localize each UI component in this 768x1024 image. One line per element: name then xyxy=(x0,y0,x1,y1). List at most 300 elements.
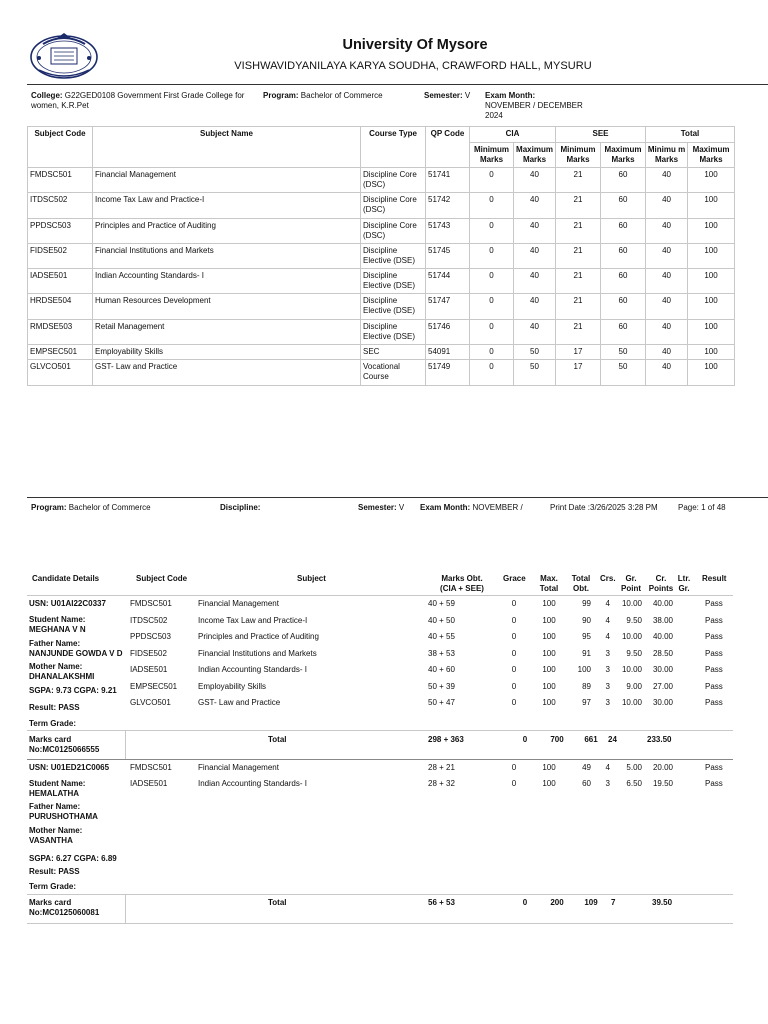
subject-name: Principles and Practice of Auditing xyxy=(93,218,361,243)
exam-month-value-line2: 2024 xyxy=(485,111,503,120)
course-type: SEC xyxy=(361,345,426,360)
row-marks: 50 + 39 xyxy=(428,682,455,691)
see-max: 60 xyxy=(601,193,646,218)
hdr-grace: Grace xyxy=(503,574,526,583)
col-see-max: Maximum Marks xyxy=(601,143,646,168)
row-subject-code: FMDSC501 xyxy=(130,763,172,772)
hdr-marks xyxy=(427,574,497,594)
row-grade-point: 6.50 xyxy=(626,779,642,788)
row-subject-name: Principles and Practice of Auditing xyxy=(198,632,319,641)
row-max: 100 xyxy=(542,632,556,641)
total-max: 100 xyxy=(688,243,735,268)
row-grade-point: 5.00 xyxy=(626,763,642,772)
qp-code: 51749 xyxy=(426,360,470,385)
row-marks: 40 + 55 xyxy=(428,632,455,641)
see-min: 21 xyxy=(556,319,601,344)
see-max: 60 xyxy=(601,319,646,344)
row-subject-name: GST- Law and Practice xyxy=(198,698,281,707)
col-qp-code: QP Code xyxy=(426,127,470,168)
see-max: 50 xyxy=(601,345,646,360)
see-min: 21 xyxy=(556,294,601,319)
col-cia-min: Minimum Marks xyxy=(470,143,514,168)
cia-min: 0 xyxy=(470,168,514,193)
subject-name: Financial Institutions and Markets xyxy=(93,243,361,268)
student-name: HEMALATHA xyxy=(29,789,80,798)
course-type: Discipline Core (DSC) xyxy=(361,218,426,243)
row-crs: 3 xyxy=(605,779,610,788)
row-subject-code: PPDSC503 xyxy=(130,632,171,641)
mother-name: VASANTHA xyxy=(29,836,73,845)
qp-code: 51743 xyxy=(426,218,470,243)
total-min: 40 xyxy=(646,360,688,385)
hdr-cr-l2: Points xyxy=(648,584,674,593)
p2-discipline-label: Discipline: xyxy=(220,503,261,512)
subject-name: Indian Accounting Standards- I xyxy=(93,269,361,294)
subjects-table xyxy=(27,126,735,386)
subject-name: GST- Law and Practice xyxy=(93,360,361,385)
row-total: 99 xyxy=(582,599,591,608)
university-address: VISHWAVIDYANILAYA KARYA SOUDHA, CRAWFORD HALL, MYSURU xyxy=(234,60,592,72)
totals-divider xyxy=(27,894,733,895)
table-row xyxy=(28,345,735,360)
total-obtained: 661 xyxy=(584,735,598,744)
total-grace: 0 xyxy=(522,898,528,907)
see-min: 17 xyxy=(556,360,601,385)
hdr-candidate: Candidate Details xyxy=(32,574,100,583)
row-credit-points: 30.00 xyxy=(652,698,673,707)
row-subject-code: IADSE501 xyxy=(130,779,168,788)
row-total: 91 xyxy=(582,649,591,658)
marks-card-label: Marks card xyxy=(29,735,72,744)
row-subject-code: GLVCO501 xyxy=(130,698,171,707)
row-grace: 0 xyxy=(511,698,517,707)
course-type: Discipline Elective (DSE) xyxy=(361,294,426,319)
cell-divider xyxy=(125,895,126,923)
row-result: Pass xyxy=(705,682,723,691)
row-grade-point: 9.50 xyxy=(626,616,642,625)
cell-divider xyxy=(125,731,126,759)
row-subject-name: Financial Management xyxy=(198,763,279,772)
table-row xyxy=(28,168,735,193)
row-max: 100 xyxy=(542,763,556,772)
total-marks: 56 + 53 xyxy=(428,898,455,907)
see-max: 60 xyxy=(601,168,646,193)
row-result: Pass xyxy=(705,632,723,641)
total-label: Total xyxy=(268,898,287,907)
row-total: 89 xyxy=(582,682,591,691)
qp-code: 51745 xyxy=(426,243,470,268)
total-credits: 24 xyxy=(608,735,617,744)
hdr-gr-l2: Point xyxy=(621,584,641,593)
sgpa-cgpa: SGPA: 6.27 CGPA: 6.89 xyxy=(29,854,117,863)
hdr-total-l2: Obt. xyxy=(573,584,589,593)
college-label: College: xyxy=(31,91,63,100)
total-max: 200 xyxy=(550,898,564,907)
total-min: 40 xyxy=(646,269,688,294)
hdr-max-l2: Total xyxy=(539,584,559,593)
qp-code: 51747 xyxy=(426,294,470,319)
row-credit-points: 38.00 xyxy=(652,616,673,625)
cia-min: 0 xyxy=(470,294,514,319)
table-row xyxy=(28,243,735,268)
p2-exam-month-label: Exam Month: xyxy=(420,503,471,512)
row-crs: 3 xyxy=(605,682,610,691)
row-grade-point: 10.00 xyxy=(621,632,642,641)
row-subject-name: Indian Accounting Standards- I xyxy=(198,665,307,674)
total-grace: 0 xyxy=(522,735,528,744)
college-value-line2: women, K.R.Pet xyxy=(31,101,89,110)
subject-name: Human Resources Development xyxy=(93,294,361,319)
total-credits: 7 xyxy=(611,898,616,907)
row-total: 100 xyxy=(577,665,591,674)
row-subject-code: ITDSC502 xyxy=(130,616,168,625)
row-marks: 28 + 21 xyxy=(428,763,455,772)
college-value: G22GED0108 Government First Grade College for xyxy=(64,91,245,100)
row-result: Pass xyxy=(705,698,723,707)
col-subject-code: Subject Code xyxy=(28,127,93,168)
course-type: Discipline Elective (DSE) xyxy=(361,319,426,344)
row-grace: 0 xyxy=(511,665,517,674)
sgpa-cgpa: SGPA: 9.73 CGPA: 9.21 xyxy=(29,686,117,695)
p2-exam-month-info xyxy=(420,503,523,525)
cia-min: 0 xyxy=(470,319,514,344)
total-min: 40 xyxy=(646,243,688,268)
hdr-cr xyxy=(646,574,676,594)
cia-min: 0 xyxy=(470,243,514,268)
hdr-gr xyxy=(618,574,644,594)
col-total-max: Maximum Marks xyxy=(688,143,735,168)
subject-name: Financial Management xyxy=(93,168,361,193)
row-grade-point: 10.00 xyxy=(621,665,642,674)
col-see: SEE xyxy=(556,127,646,143)
total-obtained: 109 xyxy=(584,898,598,907)
program-info xyxy=(263,91,383,101)
cia-max: 40 xyxy=(514,294,556,319)
subject-name: Income Tax Law and Practice-I xyxy=(93,193,361,218)
row-subject-name: Financial Management xyxy=(198,599,279,608)
student-name-label: Student Name: xyxy=(29,779,86,788)
row-max: 100 xyxy=(542,665,556,674)
header-divider xyxy=(27,84,768,85)
term-grade: Term Grade: xyxy=(29,882,76,891)
total-min: 40 xyxy=(646,193,688,218)
total-min: 40 xyxy=(646,345,688,360)
row-marks: 40 + 59 xyxy=(428,599,455,608)
p2-semester-label: Semester: xyxy=(358,503,397,512)
row-grace: 0 xyxy=(511,616,517,625)
row-marks: 40 + 50 xyxy=(428,616,455,625)
row-grade-point: 9.50 xyxy=(626,649,642,658)
row-subject-code: EMPSEC501 xyxy=(130,682,178,691)
p2-program-value: Bachelor of Commerce xyxy=(68,503,151,512)
see-max: 60 xyxy=(601,243,646,268)
header-divider xyxy=(27,595,733,596)
marks-card-number: No:MC0125066555 xyxy=(29,745,100,754)
semester-info xyxy=(424,91,470,101)
total-credit-points: 39.50 xyxy=(652,898,673,907)
cia-min: 0 xyxy=(470,345,514,360)
row-result: Pass xyxy=(705,665,723,674)
course-type: Discipline Elective (DSE) xyxy=(361,243,426,268)
row-grace: 0 xyxy=(511,779,517,788)
row-result: Pass xyxy=(705,763,723,772)
term-grade: Term Grade: xyxy=(29,719,76,728)
candidate-usn: USN: U01ED21C0065 xyxy=(29,763,110,772)
table-row xyxy=(28,269,735,294)
row-crs: 3 xyxy=(605,665,610,674)
row-subject-name: Employability Skills xyxy=(198,682,267,691)
cia-max: 40 xyxy=(514,319,556,344)
subject-name: Employability Skills xyxy=(93,345,361,360)
semester-label: Semester: xyxy=(424,91,463,100)
p2-semester-info xyxy=(358,503,404,513)
row-subject-code: IADSE501 xyxy=(130,665,168,674)
see-min: 21 xyxy=(556,269,601,294)
p2-program-label: Program: xyxy=(31,503,67,512)
total-max: 100 xyxy=(688,294,735,319)
program-value: Bachelor of Commerce xyxy=(300,91,383,100)
see-max: 60 xyxy=(601,294,646,319)
row-max: 100 xyxy=(542,698,556,707)
col-total: Total xyxy=(646,127,735,143)
row-grade-point: 10.00 xyxy=(621,698,642,707)
course-type: Discipline Core (DSC) xyxy=(361,193,426,218)
row-grace: 0 xyxy=(511,599,517,608)
father-name: PURUSHOTHAMA xyxy=(29,812,98,821)
result-status: Result: PASS xyxy=(29,867,80,876)
total-credit-points: 233.50 xyxy=(647,735,672,744)
row-grade-point: 9.00 xyxy=(626,682,642,691)
page-header xyxy=(0,0,768,84)
row-subject-name: Income Tax Law and Practice-I xyxy=(198,616,308,625)
father-name-label: Father Name: xyxy=(29,802,81,811)
exam-month-info xyxy=(485,91,605,121)
row-credit-points: 28.50 xyxy=(652,649,673,658)
program-label: Program: xyxy=(263,91,299,100)
row-total: 60 xyxy=(582,779,591,788)
university-title: University Of Mysore xyxy=(342,37,488,53)
cia-min: 0 xyxy=(470,218,514,243)
page-number: Page: 1 of 48 xyxy=(678,503,726,512)
total-min: 40 xyxy=(646,319,688,344)
subject-code: ITDSC502 xyxy=(28,193,93,218)
row-grace: 0 xyxy=(511,649,517,658)
hdr-ltr xyxy=(675,574,693,594)
totals-divider xyxy=(27,730,733,731)
col-course-type: Course Type xyxy=(361,127,426,168)
p2-semester-value: V xyxy=(398,503,405,512)
marks-card-number: No:MC0125060081 xyxy=(29,908,100,917)
hdr-total xyxy=(567,574,595,594)
row-max: 100 xyxy=(542,649,556,658)
hdr-subject-code: Subject Code xyxy=(136,574,188,583)
cia-min: 0 xyxy=(470,193,514,218)
row-subject-name: Financial Institutions and Markets xyxy=(198,649,317,658)
see-max: 60 xyxy=(601,218,646,243)
total-marks: 298 + 363 xyxy=(428,735,464,744)
row-credit-points: 20.00 xyxy=(652,763,673,772)
total-min: 40 xyxy=(646,218,688,243)
cia-max: 40 xyxy=(514,269,556,294)
student-name-label: Student Name: xyxy=(29,615,86,624)
p2-exam-month-value: NOVEMBER / xyxy=(472,503,523,512)
subject-code: EMPSEC501 xyxy=(28,345,93,360)
see-max: 60 xyxy=(601,269,646,294)
hdr-crs: Crs. xyxy=(600,574,616,583)
mother-name-label: Mother Name: xyxy=(29,826,83,835)
hdr-result: Result xyxy=(702,574,727,583)
exam-month-value: NOVEMBER / DECEMBER xyxy=(485,101,583,110)
hdr-gr-l1: Gr. xyxy=(625,574,637,583)
hdr-marks-l2: (CIA + SEE) xyxy=(440,584,484,593)
table-row xyxy=(28,218,735,243)
college-info xyxy=(31,91,251,111)
subject-code: HRDSE504 xyxy=(28,294,93,319)
row-crs: 3 xyxy=(605,698,610,707)
p2-discipline-info xyxy=(220,503,260,513)
cia-max: 40 xyxy=(514,243,556,268)
row-credit-points: 40.00 xyxy=(652,632,673,641)
row-marks: 28 + 32 xyxy=(428,779,455,788)
table-row xyxy=(28,360,735,385)
qp-code: 51742 xyxy=(426,193,470,218)
total-max: 100 xyxy=(688,168,735,193)
row-result: Pass xyxy=(705,779,723,788)
result-status: Result: PASS xyxy=(29,703,80,712)
subject-code: IADSE501 xyxy=(28,269,93,294)
row-grace: 0 xyxy=(511,682,517,691)
cia-max: 40 xyxy=(514,218,556,243)
candidate-divider xyxy=(27,759,733,760)
row-subject-code: FMDSC501 xyxy=(130,599,172,608)
section-divider xyxy=(27,497,768,498)
cia-max: 50 xyxy=(514,360,556,385)
subject-code: FMDSC501 xyxy=(28,168,93,193)
row-marks: 38 + 53 xyxy=(428,649,455,658)
total-max: 100 xyxy=(688,319,735,344)
subject-code: RMDSE503 xyxy=(28,319,93,344)
exam-month-label: Exam Month: xyxy=(485,91,536,100)
row-grade-point: 10.00 xyxy=(621,599,642,608)
total-max: 700 xyxy=(550,735,564,744)
row-grace: 0 xyxy=(511,763,517,772)
see-min: 17 xyxy=(556,345,601,360)
col-see-min: Minimum Marks xyxy=(556,143,601,168)
row-total: 97 xyxy=(582,698,591,707)
row-credit-points: 40.00 xyxy=(652,599,673,608)
mother-name-label: Mother Name: xyxy=(29,662,83,671)
qp-code: 54091 xyxy=(426,345,470,360)
row-crs: 3 xyxy=(605,649,610,658)
cia-max: 50 xyxy=(514,345,556,360)
row-subject-name: Indian Accounting Standards- I xyxy=(198,779,307,788)
hdr-subject: Subject xyxy=(297,574,326,583)
candidate-usn: USN: U01AI22C0337 xyxy=(29,599,106,608)
total-max: 100 xyxy=(688,218,735,243)
col-subject-name: Subject Name xyxy=(93,127,361,168)
table-row xyxy=(28,193,735,218)
see-min: 21 xyxy=(556,168,601,193)
row-credit-points: 19.50 xyxy=(652,779,673,788)
cia-max: 40 xyxy=(514,168,556,193)
qp-code: 51741 xyxy=(426,168,470,193)
row-grace: 0 xyxy=(511,632,517,641)
see-max: 50 xyxy=(601,360,646,385)
row-max: 100 xyxy=(542,682,556,691)
hdr-max-l1: Max. xyxy=(540,574,558,583)
total-min: 40 xyxy=(646,168,688,193)
qp-code: 51744 xyxy=(426,269,470,294)
student-name: MEGHANA V N xyxy=(29,625,86,634)
row-total: 49 xyxy=(582,763,591,772)
semester-value: V xyxy=(464,91,471,100)
row-max: 100 xyxy=(542,599,556,608)
table-bottom-border xyxy=(27,923,733,924)
cia-min: 0 xyxy=(470,360,514,385)
hdr-max xyxy=(535,574,563,594)
qp-code: 51746 xyxy=(426,319,470,344)
col-cia-max: Maximum Marks xyxy=(514,143,556,168)
row-total: 95 xyxy=(582,632,591,641)
total-max: 100 xyxy=(688,269,735,294)
row-credit-points: 30.00 xyxy=(652,665,673,674)
mother-name: DHANALAKSHMI xyxy=(29,672,95,681)
row-marks: 40 + 60 xyxy=(428,665,455,674)
row-total: 90 xyxy=(582,616,591,625)
row-result: Pass xyxy=(705,649,723,658)
row-max: 100 xyxy=(542,779,556,788)
see-min: 21 xyxy=(556,218,601,243)
cia-min: 0 xyxy=(470,269,514,294)
marks-card-label: Marks card xyxy=(29,898,72,907)
hdr-cr-l1: Cr. xyxy=(655,574,667,583)
course-type: Discipline Core (DSC) xyxy=(361,168,426,193)
see-min: 21 xyxy=(556,193,601,218)
total-max: 100 xyxy=(688,360,735,385)
see-min: 21 xyxy=(556,243,601,268)
course-type: Vocational Course xyxy=(361,360,426,385)
father-name: NANJUNDE GOWDA V D xyxy=(29,649,123,658)
cia-max: 40 xyxy=(514,193,556,218)
hdr-ltr-l2: Gr. xyxy=(678,584,690,593)
row-result: Pass xyxy=(705,599,723,608)
course-type: Discipline Elective (DSE) xyxy=(361,269,426,294)
subject-name: Retail Management xyxy=(93,319,361,344)
hdr-marks-l1: Marks Obt. xyxy=(441,574,483,583)
row-result: Pass xyxy=(705,616,723,625)
subject-code: PPDSC503 xyxy=(28,218,93,243)
subject-code: GLVCO501 xyxy=(28,360,93,385)
total-max: 100 xyxy=(688,345,735,360)
row-subject-code: FIDSE502 xyxy=(130,649,167,658)
total-label: Total xyxy=(268,735,287,744)
total-min: 40 xyxy=(646,294,688,319)
table-row xyxy=(28,294,735,319)
table-row xyxy=(28,319,735,344)
row-max: 100 xyxy=(542,616,556,625)
print-date: Print Date :3/26/2025 3:28 PM xyxy=(550,503,658,512)
row-crs: 4 xyxy=(605,599,610,608)
p2-program-info xyxy=(31,503,151,513)
hdr-ltr-l1: Ltr. xyxy=(677,574,691,583)
col-total-min: Minimu m Marks xyxy=(646,143,688,168)
row-crs: 4 xyxy=(605,763,610,772)
hdr-total-l1: Total xyxy=(571,574,591,583)
subject-code: FIDSE502 xyxy=(28,243,93,268)
row-credit-points: 27.00 xyxy=(652,682,673,691)
row-crs: 4 xyxy=(605,616,610,625)
total-max: 100 xyxy=(688,193,735,218)
